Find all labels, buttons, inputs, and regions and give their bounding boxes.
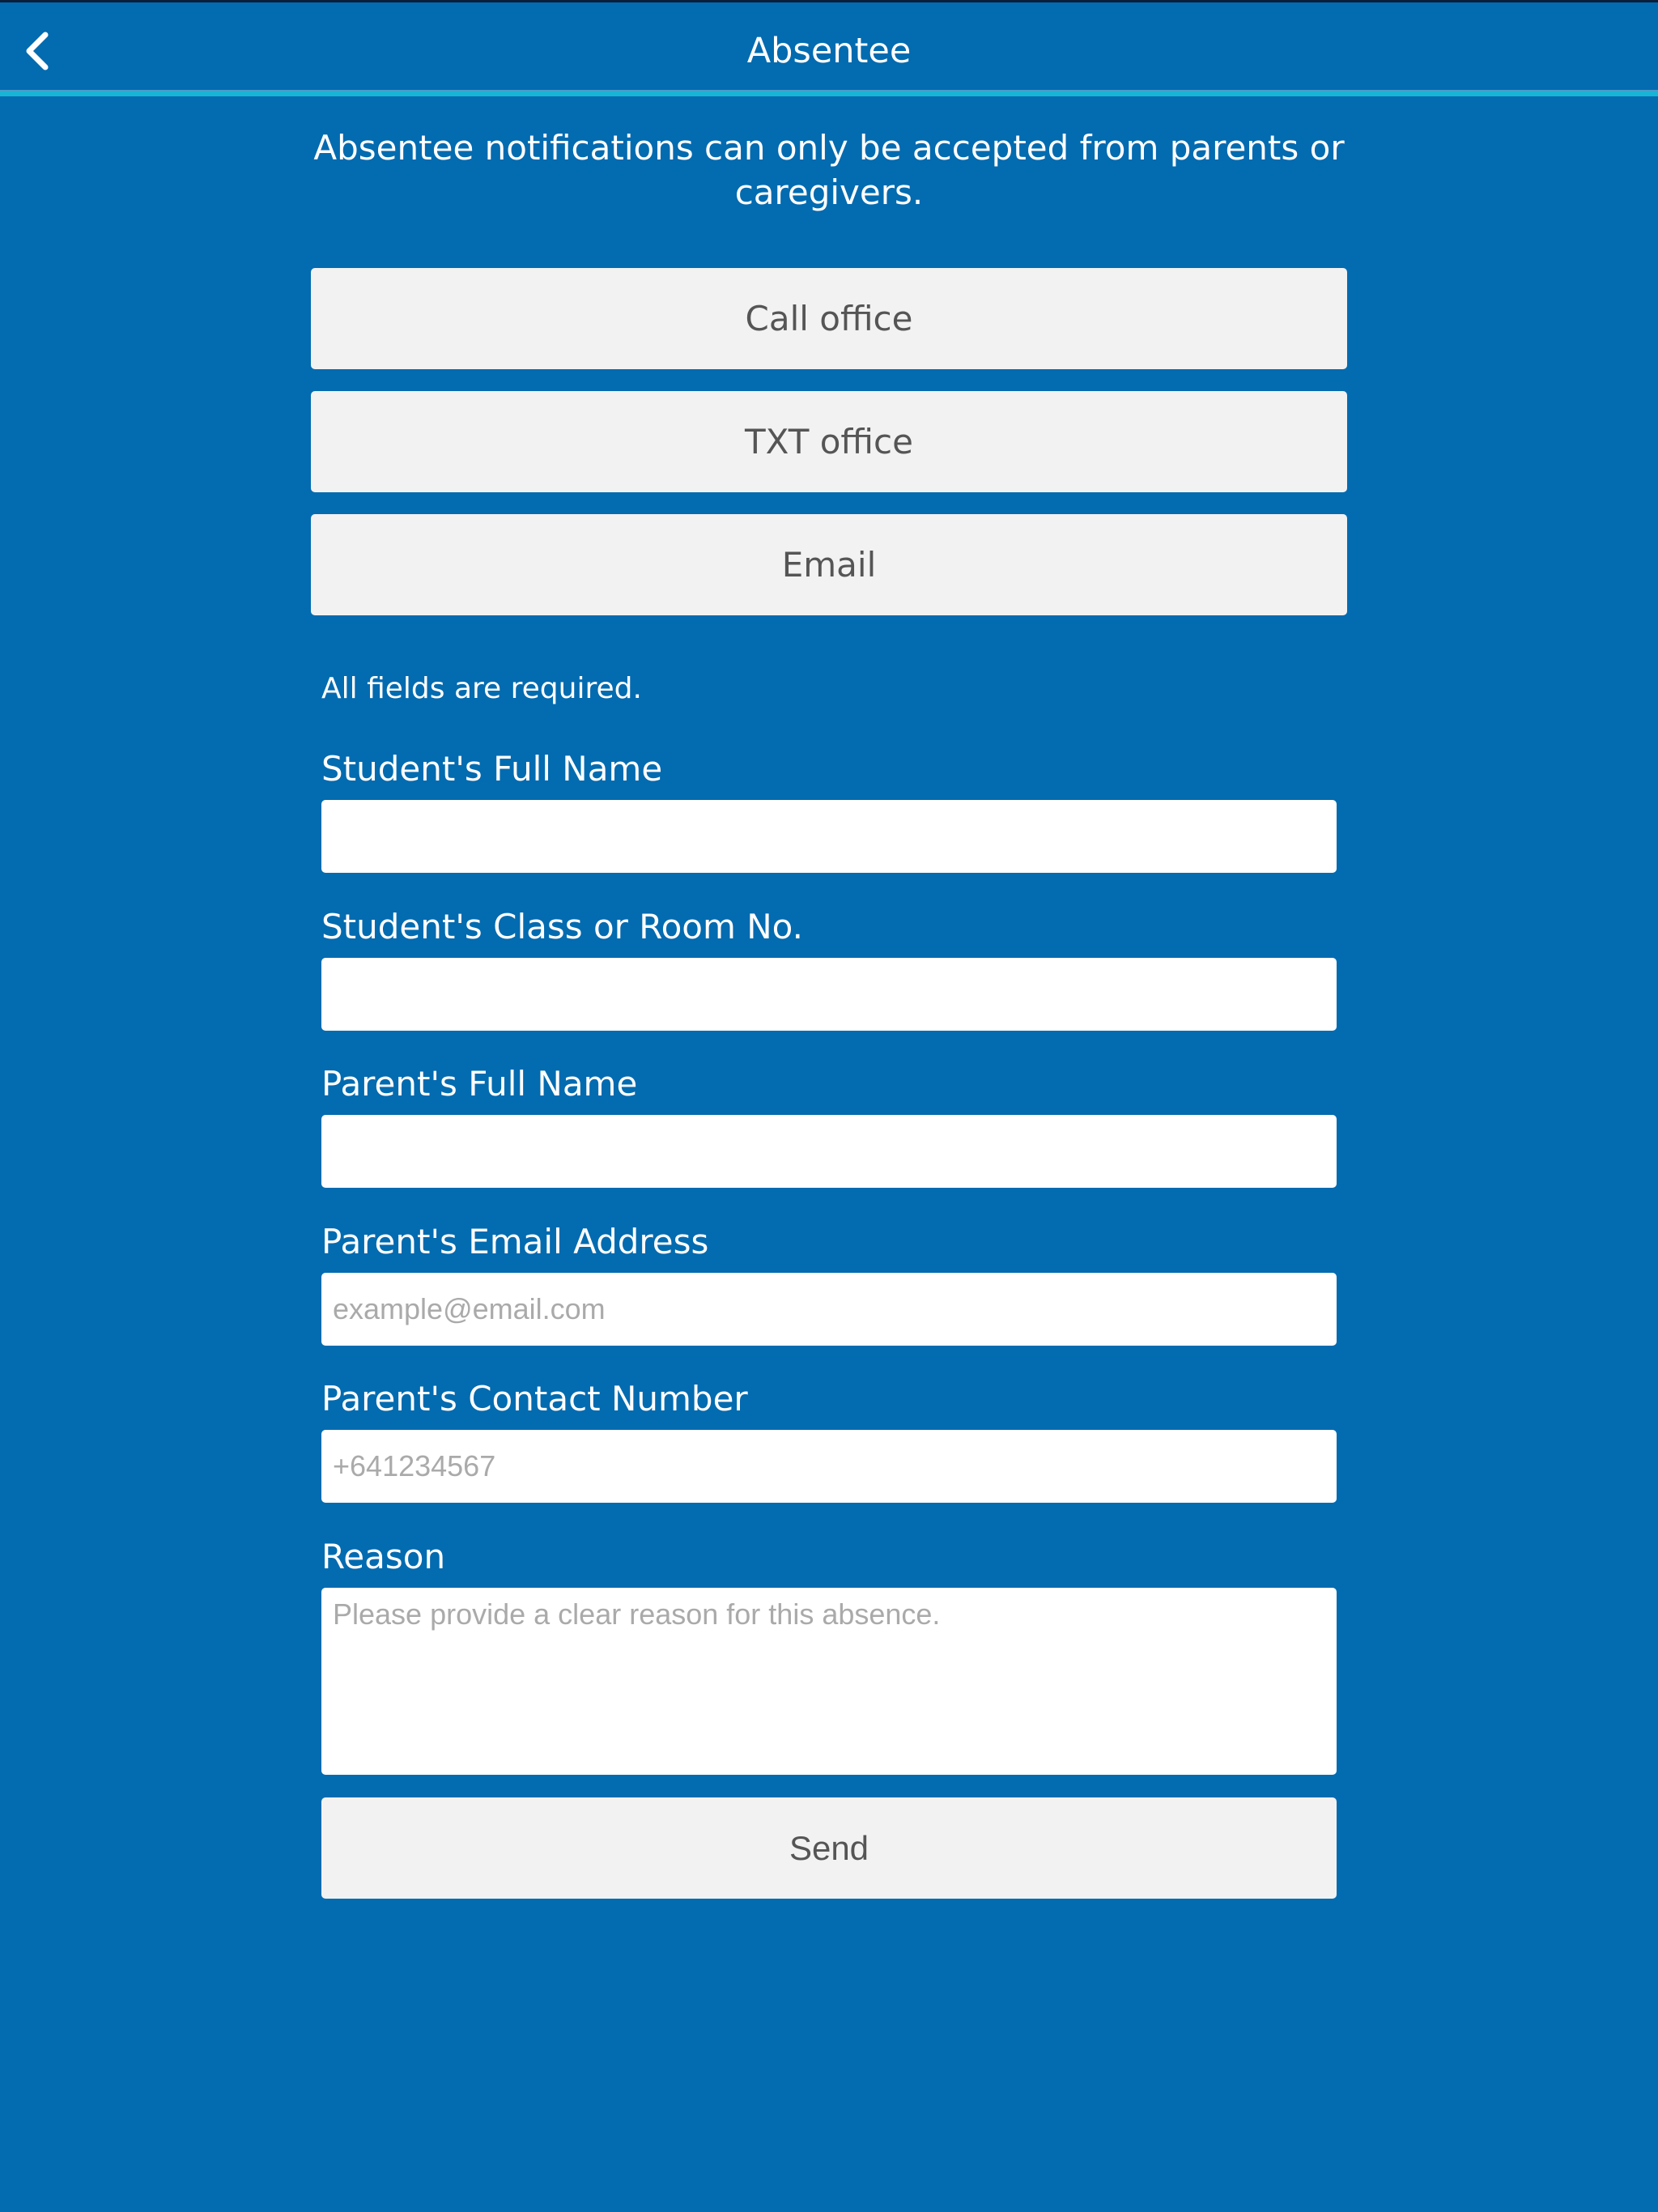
email-button[interactable]: Email [311,514,1347,615]
intro-text: Absentee notifications can only be accepted from parents or caregivers. [313,128,1345,212]
required-note: All fields are required. [321,672,642,705]
parent-email-label: Parent's Email Address [321,1222,709,1261]
reason-label: Reason [321,1537,446,1576]
header-divider [0,90,1658,96]
parent-name-input[interactable] [321,1115,1337,1188]
student-class-label: Student's Class or Room No. [321,907,803,946]
reason-textarea[interactable]: Please provide a clear reason for this absence. [321,1588,1337,1775]
send-button[interactable]: Send [321,1797,1337,1899]
parent-name-label: Parent's Full Name [321,1064,638,1104]
student-class-input[interactable] [321,958,1337,1031]
parent-phone-input[interactable]: +641234567 [321,1430,1337,1503]
student-name-label: Student's Full Name [321,749,663,789]
parent-email-input[interactable]: example@email.com [321,1273,1337,1346]
call-office-button[interactable]: Call office [311,268,1347,369]
parent-phone-label: Parent's Contact Number [321,1379,748,1419]
student-name-input[interactable] [321,800,1337,873]
page-title: Absentee [746,31,912,71]
nav-bar [0,2,1658,90]
txt-office-button[interactable]: TXT office [311,391,1347,492]
